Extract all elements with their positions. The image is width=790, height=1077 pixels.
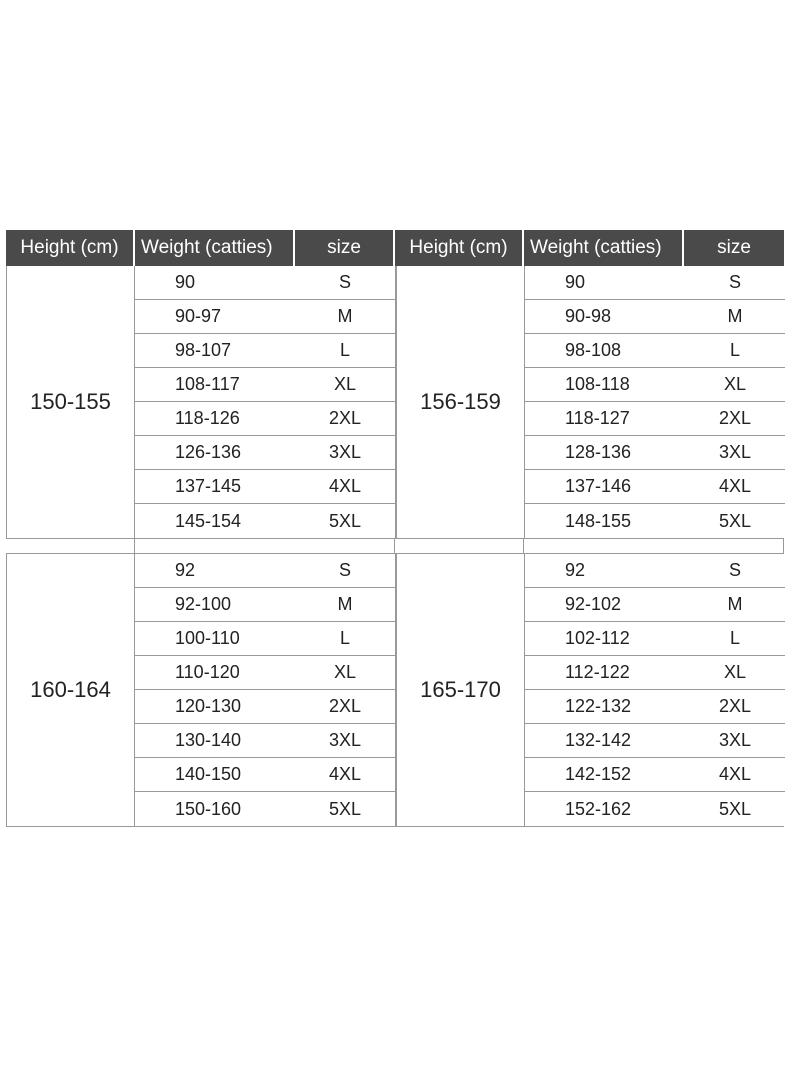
size-cell: 4XL xyxy=(328,476,362,496)
weight-cell: 98-107 xyxy=(175,340,232,360)
size-cell: XL xyxy=(723,374,747,394)
size-cell: 3XL xyxy=(328,442,362,462)
size-cell: M xyxy=(337,306,353,326)
size-cell: 3XL xyxy=(718,442,752,462)
table-row xyxy=(135,554,395,588)
weight-cell: 108-118 xyxy=(565,374,630,394)
height-range-cell: 156-159 xyxy=(396,266,525,538)
weight-cell: 140-150 xyxy=(175,764,242,784)
table-body xyxy=(6,266,784,827)
table-row xyxy=(525,300,785,334)
header-weight-right: Weight (catties) xyxy=(524,230,684,266)
height-group-right xyxy=(395,554,785,826)
weight-cell: 90 xyxy=(565,272,586,292)
table-row xyxy=(135,656,395,690)
table-row xyxy=(135,266,395,300)
weight-cell: 92 xyxy=(175,560,196,580)
height-range-cell: 165-170 xyxy=(396,554,525,826)
table-row xyxy=(525,554,785,588)
table-row xyxy=(135,504,395,538)
weight-cell: 132-142 xyxy=(565,730,632,750)
table-row xyxy=(525,656,785,690)
header-size-left: size xyxy=(295,230,395,266)
weight-cell: 112-122 xyxy=(565,662,630,682)
table-row xyxy=(525,504,785,538)
table-row xyxy=(525,334,785,368)
size-cell: XL xyxy=(333,662,357,682)
weight-cell: 126-136 xyxy=(175,442,242,462)
table-row xyxy=(525,368,785,402)
weight-cell: 92 xyxy=(565,560,586,580)
size-cell: M xyxy=(727,306,743,326)
table-row xyxy=(135,334,395,368)
table-row xyxy=(525,470,785,504)
table-row xyxy=(525,724,785,758)
weight-cell: 90-98 xyxy=(565,306,612,326)
table-row xyxy=(135,300,395,334)
height-block xyxy=(6,266,784,539)
size-cell: 2XL xyxy=(718,696,752,716)
size-cell: S xyxy=(728,272,741,292)
size-cell: XL xyxy=(333,374,357,394)
header-height-right: Height (cm) xyxy=(395,230,524,266)
size-cell: 3XL xyxy=(328,730,362,750)
weight-cell: 142-152 xyxy=(565,764,632,784)
table-row xyxy=(525,758,785,792)
block-spacer xyxy=(6,539,784,554)
table-row xyxy=(525,402,785,436)
weight-cell: 118-126 xyxy=(175,408,240,428)
size-cell: M xyxy=(337,594,353,614)
size-cell: S xyxy=(728,560,741,580)
table-row xyxy=(525,436,785,470)
weight-cell: 102-112 xyxy=(565,628,630,648)
size-cell: L xyxy=(729,340,740,360)
weight-cell: 120-130 xyxy=(175,696,242,716)
size-cell: 5XL xyxy=(718,510,752,531)
size-cell: 4XL xyxy=(328,764,362,784)
table-row xyxy=(135,724,395,758)
size-cell: L xyxy=(339,340,350,360)
size-cell: 4XL xyxy=(718,476,752,496)
table-row xyxy=(525,588,785,622)
weight-cell: 92-100 xyxy=(175,594,232,614)
weight-cell: 118-127 xyxy=(565,408,630,428)
table-header xyxy=(6,230,784,266)
height-block xyxy=(6,554,784,827)
table-row xyxy=(135,622,395,656)
weight-cell: 145-154 xyxy=(175,510,242,531)
height-range-cell: 160-164 xyxy=(6,554,135,826)
weight-cell: 108-117 xyxy=(175,374,240,394)
weight-cell: 98-108 xyxy=(565,340,622,360)
size-cell: S xyxy=(338,560,351,580)
weight-cell: 137-146 xyxy=(565,476,632,496)
table-row xyxy=(135,690,395,724)
table-row xyxy=(525,622,785,656)
weight-cell: 150-160 xyxy=(175,798,242,819)
table-row xyxy=(525,266,785,300)
weight-cell: 92-102 xyxy=(565,594,622,614)
size-cell: S xyxy=(338,272,351,292)
table-row xyxy=(135,758,395,792)
size-chart-table xyxy=(6,230,784,827)
weight-cell: 128-136 xyxy=(565,442,632,462)
size-cell: L xyxy=(729,628,740,648)
header-size-right: size xyxy=(717,237,751,258)
weight-cell: 130-140 xyxy=(175,730,242,750)
table-row xyxy=(135,470,395,504)
weight-cell: 148-155 xyxy=(565,510,632,531)
table-row xyxy=(135,792,395,826)
table-row xyxy=(135,402,395,436)
size-rows xyxy=(525,554,785,826)
size-rows xyxy=(525,266,785,538)
size-rows xyxy=(135,266,395,538)
weight-cell: 122-132 xyxy=(565,696,632,716)
size-cell: 3XL xyxy=(718,730,752,750)
size-rows xyxy=(135,554,395,826)
table-row xyxy=(135,588,395,622)
size-cell: 4XL xyxy=(718,764,752,784)
size-cell: 2XL xyxy=(328,696,362,716)
size-cell: M xyxy=(727,594,743,614)
header-weight-left: Weight (catties) xyxy=(135,230,295,266)
size-cell: 2XL xyxy=(718,408,752,428)
weight-cell: 90 xyxy=(175,272,196,292)
table-row xyxy=(525,690,785,724)
size-cell: XL xyxy=(723,662,747,682)
size-cell: 5XL xyxy=(718,798,752,819)
header-height-left: Height (cm) xyxy=(6,230,135,266)
size-cell: 5XL xyxy=(328,798,362,819)
weight-cell: 152-162 xyxy=(565,798,632,819)
height-group-left xyxy=(6,266,395,538)
table-row xyxy=(135,368,395,402)
weight-cell: 110-120 xyxy=(175,662,240,682)
weight-cell: 90-97 xyxy=(175,306,222,326)
size-cell: 2XL xyxy=(328,408,362,428)
height-range-cell: 150-155 xyxy=(6,266,135,538)
size-cell: L xyxy=(339,628,350,648)
height-group-left xyxy=(6,554,395,826)
table-row xyxy=(525,792,785,826)
weight-cell: 100-110 xyxy=(175,628,240,648)
height-group-right xyxy=(395,266,785,538)
table-row xyxy=(135,436,395,470)
size-cell: 5XL xyxy=(328,510,362,531)
weight-cell: 137-145 xyxy=(175,476,242,496)
